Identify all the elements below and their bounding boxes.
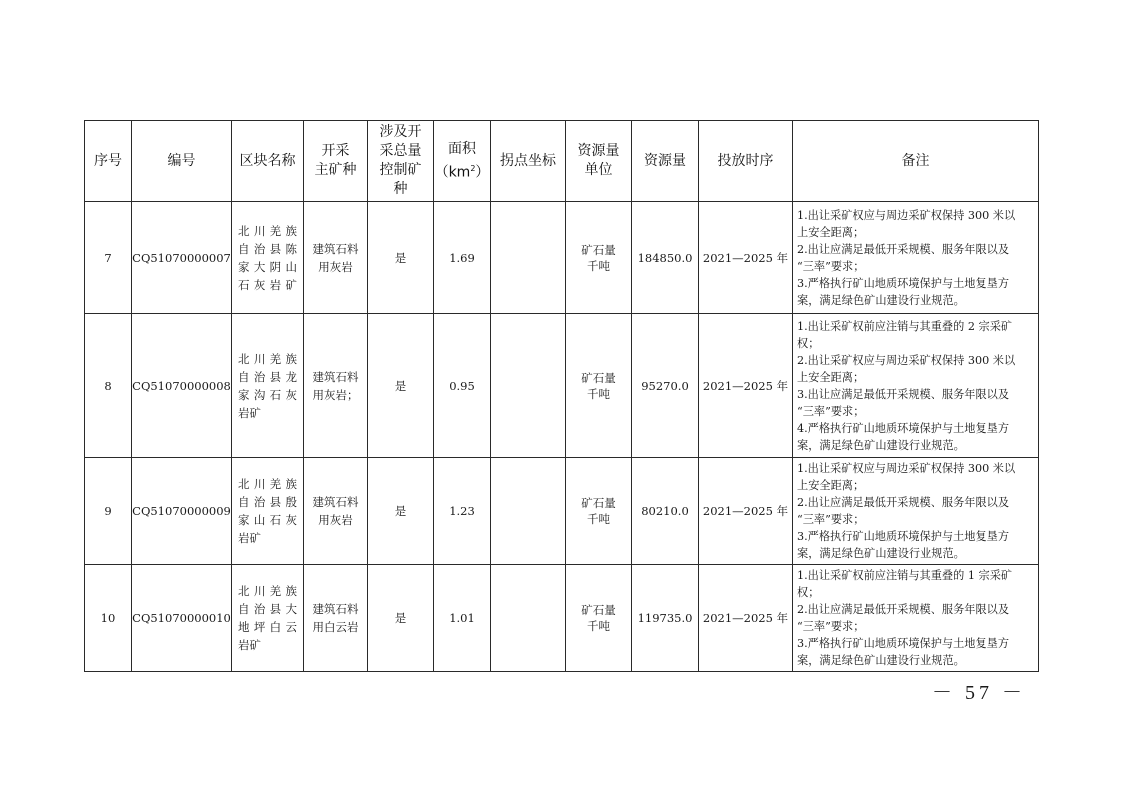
row-area: 1.01 <box>434 565 491 672</box>
row-amount: 184850.0 <box>632 202 699 314</box>
row-period: 2021—2025 年 <box>699 458 793 565</box>
row-block-name: 北川羌族 自治县龙 家沟石灰 岩矿 <box>232 314 304 458</box>
row-block-name: 北川羌族 自治县大 地坪白云 岩矿 <box>232 565 304 672</box>
row-block-name: 北川羌族 自治县殷 家山石灰 岩矿 <box>232 458 304 565</box>
header-control: 涉及开 采总量 控制矿 种 <box>368 121 434 202</box>
row-unit: 矿石量 千吨 <box>566 202 632 314</box>
header-area: 面积 $(km^2)$ <box>434 121 491 202</box>
row-control: 是 <box>368 458 434 565</box>
row-index: 10 <box>85 565 132 672</box>
row-coords <box>491 314 566 458</box>
row-period: 2021—2025 年 <box>699 314 793 458</box>
row-mineral: 建筑石料 用灰岩； <box>304 314 368 458</box>
row-area: 1.69 <box>434 202 491 314</box>
row-mineral: 建筑石料 用白云岩 <box>304 565 368 672</box>
row-code: CQ51070000007 <box>132 202 232 314</box>
header-amount: 资源量 <box>632 121 699 202</box>
row-area: 0.95 <box>434 314 491 458</box>
header-coords: 拐点坐标 <box>491 121 566 202</box>
table-row <box>85 314 1039 458</box>
row-coords <box>491 565 566 672</box>
header-unit: 资源量 单位 <box>566 121 632 202</box>
row-index: 9 <box>85 458 132 565</box>
row-period: 2021—2025 年 <box>699 565 793 672</box>
header-row <box>85 121 1039 202</box>
table-row <box>85 458 1039 565</box>
header-block-name: 区块名称 <box>232 121 304 202</box>
row-unit: 矿石量 千吨 <box>566 314 632 458</box>
row-notes: 1.出让采矿权前应注销与其重叠的 1 宗采矿 权； 2.出让应满足最低开采规模、服务年限以及 “三率”要求； 3.严格执行矿山地质环境保护与土地复垦方 案，满足绿色矿山建设行业规范。 <box>793 565 1039 672</box>
row-area: 1.23 <box>434 458 491 565</box>
row-notes: 1.出让采矿权应与周边采矿权保持 300 米以 上安全距离； 2.出让应满足最低开采规模、服务年限以及 “三率”要求； 3.严格执行矿山地质环境保护与土地复垦方 案，满足绿色矿山建设行业规范。 <box>793 458 1039 565</box>
header-mineral: 开采 主矿种 <box>304 121 368 202</box>
row-control: 是 <box>368 202 434 314</box>
row-control: 是 <box>368 314 434 458</box>
row-index: 7 <box>85 202 132 314</box>
page-number: － 57 － <box>932 682 1026 704</box>
row-coords <box>491 458 566 565</box>
row-code: CQ51070000010 <box>132 565 232 672</box>
row-mineral: 建筑石料 用灰岩 <box>304 202 368 314</box>
row-period: 2021—2025 年 <box>699 202 793 314</box>
row-notes: 1.出让采矿权应与周边采矿权保持 300 米以 上安全距离； 2.出让应满足最低开采规模、服务年限以及 “三率”要求； 3.严格执行矿山地质环境保护与土地复垦方 案，满足绿色矿山建设行业规范。 <box>793 202 1039 314</box>
mining-blocks-table <box>84 120 1039 672</box>
row-notes: 1.出让采矿权前应注销与其重叠的 2 宗采矿 权； 2.出让采矿权应与周边采矿权保持 300 米以 上安全距离； 3.出让应满足最低开采规模、服务年限以及 “三率”要求； 4.严格执行矿山地质环境保护与土地复垦方 案，满足绿色矿山建设行业规范。 <box>793 314 1039 458</box>
header-code: 编号 <box>132 121 232 202</box>
table-row <box>85 202 1039 314</box>
row-unit: 矿石量 千吨 <box>566 565 632 672</box>
row-coords <box>491 202 566 314</box>
header-period: 投放时序 <box>699 121 793 202</box>
header-notes: 备注 <box>793 121 1039 202</box>
row-amount: 119735.0 <box>632 565 699 672</box>
header-index: 序号 <box>85 121 132 202</box>
row-index: 8 <box>85 314 132 458</box>
row-code: CQ51070000008 <box>132 314 232 458</box>
row-unit: 矿石量 千吨 <box>566 458 632 565</box>
row-block-name: 北川羌族 自治县陈 家大阴山 石灰岩矿 <box>232 202 304 314</box>
table-row <box>85 565 1039 672</box>
row-amount: 80210.0 <box>632 458 699 565</box>
row-mineral: 建筑石料 用灰岩 <box>304 458 368 565</box>
row-control: 是 <box>368 565 434 672</box>
row-amount: 95270.0 <box>632 314 699 458</box>
row-code: CQ51070000009 <box>132 458 232 565</box>
